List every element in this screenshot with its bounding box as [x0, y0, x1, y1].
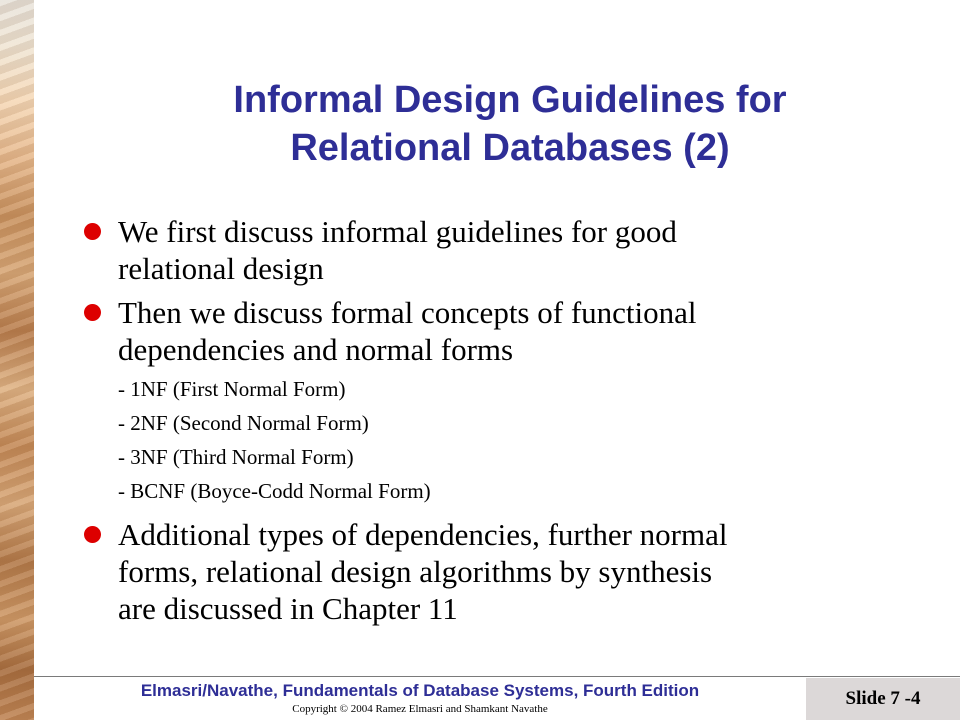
- bullet-text-line: are discussed in Chapter 11: [118, 591, 458, 626]
- slide-title-line: Relational Databases (2): [290, 127, 730, 169]
- sub-item: - 3NF (Third Normal Form): [118, 445, 354, 469]
- bullet-item: [82, 294, 882, 368]
- footer-divider: [34, 676, 960, 677]
- bullet-text-line: dependencies and normal forms: [118, 332, 514, 367]
- bullet-text-line: Then we discuss formal concepts of functional: [118, 295, 697, 330]
- bullet-item: [82, 516, 882, 627]
- sub-item: - 1NF (First Normal Form): [118, 377, 346, 401]
- bullet-text-line: forms, relational design algorithms by synthesis: [118, 554, 713, 589]
- decorative-side-image: [0, 0, 34, 720]
- bullet-dot-icon: [84, 223, 101, 240]
- bullet-dot-icon: [84, 526, 101, 543]
- slide-content: [82, 213, 882, 634]
- bullet-text-line: relational design: [118, 251, 324, 286]
- bullet-text-line: Additional types of dependencies, further normal: [118, 517, 728, 552]
- slide-title-line: Informal Design Guidelines for: [233, 79, 787, 121]
- footer-copyright: Copyright © 2004 Ramez Elmasri and Shamkant Navathe: [292, 703, 548, 715]
- sub-item: - BCNF (Boyce-Codd Normal Form): [118, 479, 431, 503]
- bullet-dot-icon: [84, 304, 101, 321]
- footer-book-title: Elmasri/Navathe, Fundamentals of Database Systems, Fourth Edition: [140, 681, 700, 700]
- bullet-text-line: We first discuss informal guidelines for good: [118, 214, 677, 249]
- sub-item: - 2NF (Second Normal Form): [118, 411, 369, 435]
- bullet-item: [82, 213, 882, 287]
- slide-number: Slide 7 -4: [806, 678, 960, 720]
- slide-title: [60, 76, 960, 172]
